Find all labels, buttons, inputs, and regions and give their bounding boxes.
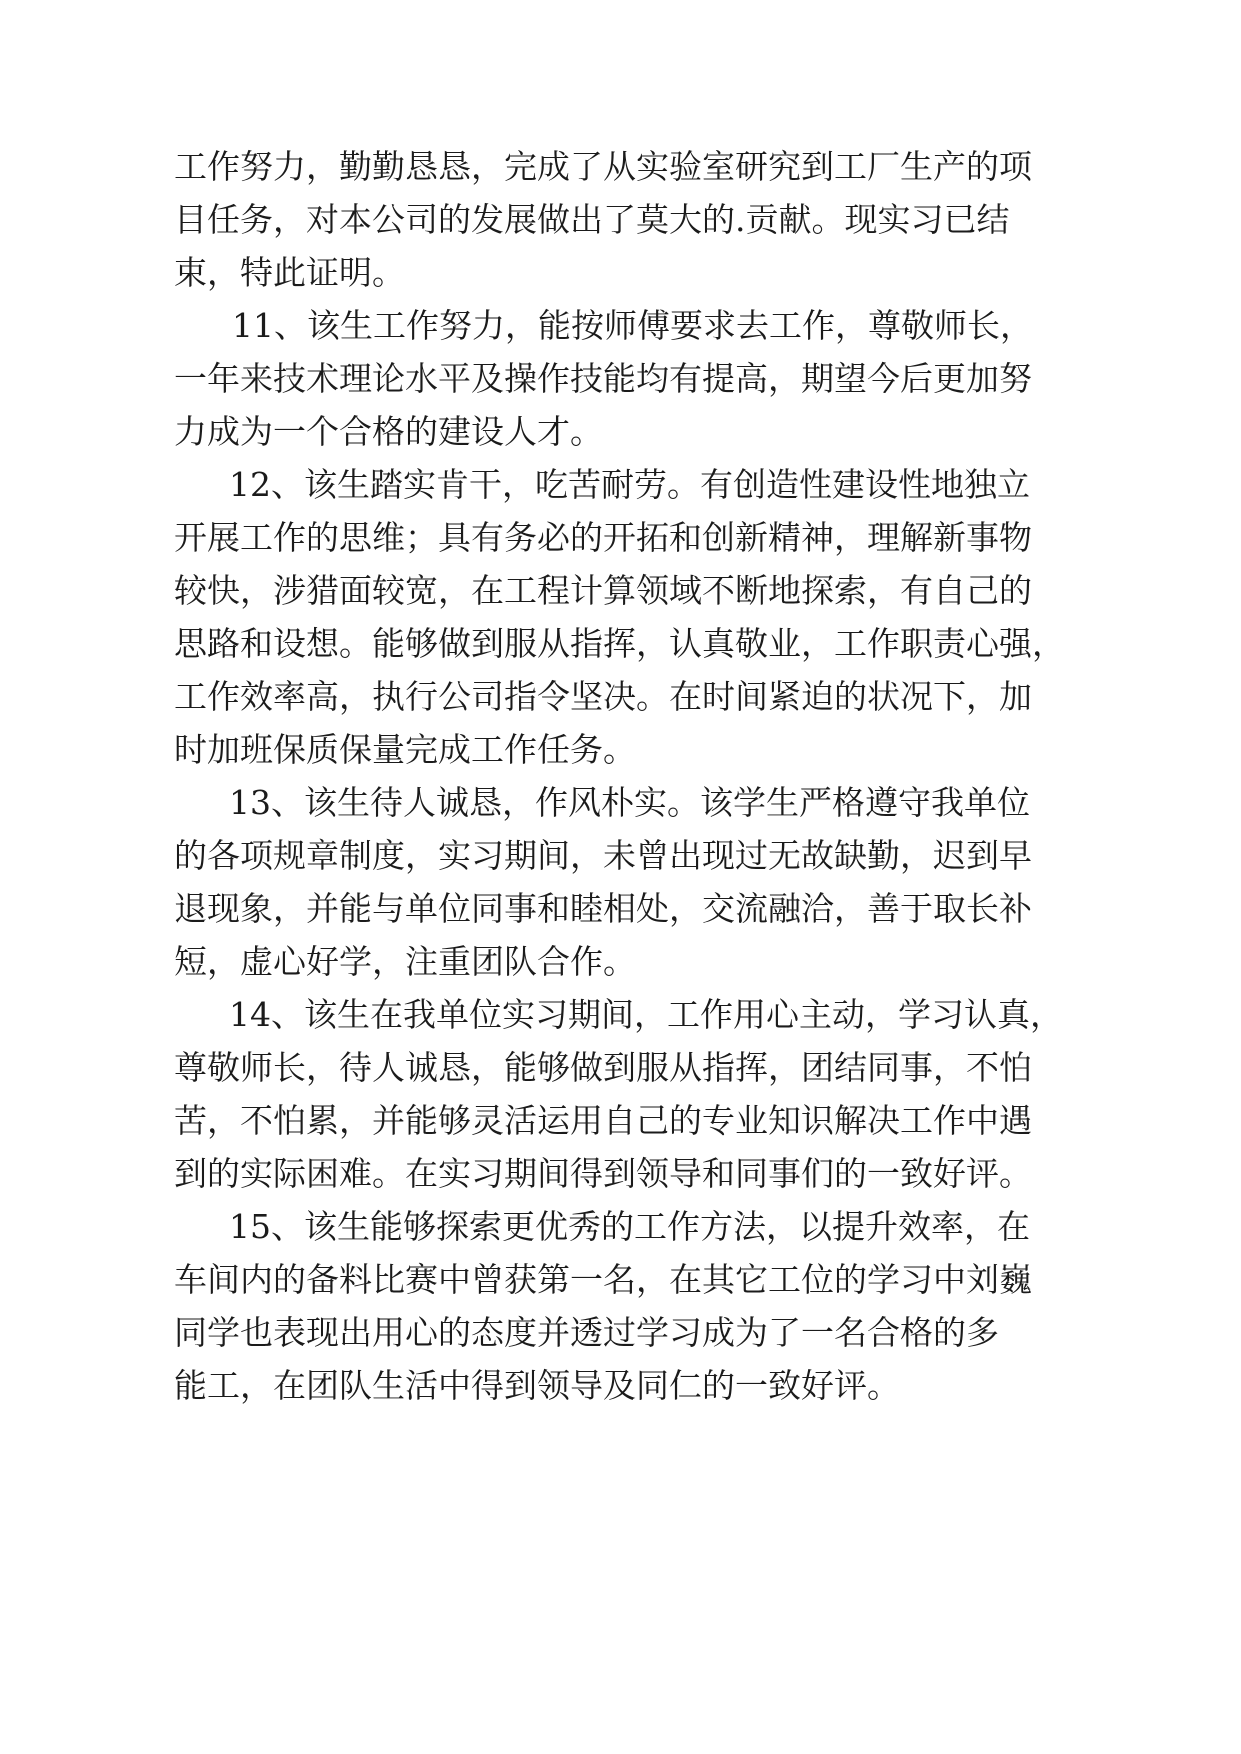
text-line: 较快，涉猎面较宽，在工程计算领域不断地探索，有自己的 — [174, 571, 1032, 610]
text-line: 苦，不怕累，并能够灵活运用自己的专业知识解决工作中遇 — [174, 1101, 1032, 1140]
text-line: 同学也表现出用心的态度并透过学习成为了一名合格的多 — [174, 1313, 999, 1352]
text-line: 束，特此证明。 — [174, 253, 405, 292]
text-line: 11、该生工作努力，能按师傅要求去工作，尊敬师长， — [232, 306, 1033, 345]
text-line: 短，虚心好学，注重团队合作。 — [174, 942, 636, 981]
text-line: 的各项规章制度，实习期间，未曾出现过无故缺勤，迟到早 — [174, 836, 1032, 875]
text-line: 14、该生在我单位实习期间，工作用心主动，学习认真， — [229, 995, 1063, 1034]
text-line: 目任务，对本公司的发展做出了莫大的.贡献。现实习已结 — [174, 200, 1010, 239]
text-line: 思路和设想。能够做到服从指挥，认真敬业，工作职责心强， — [174, 624, 1065, 663]
text-line: 能工，在团队生活中得到领导及同仁的一致好评。 — [174, 1366, 900, 1405]
text-line: 工作效率高，执行公司指令坚决。在时间紧迫的状况下，加 — [174, 677, 1032, 716]
text-line: 13、该生待人诚恳，作风朴实。该学生严格遵守我单位 — [229, 783, 1030, 822]
text-line: 开展工作的思维；具有务必的开拓和创新精神，理解新事物 — [174, 518, 1032, 557]
text-line: 时加班保质保量完成工作任务。 — [174, 730, 636, 769]
text-line: 工作努力，勤勤恳恳，完成了从实验室研究到工厂生产的项 — [174, 147, 1032, 186]
text-line: 15、该生能够探索更优秀的工作方法，以提升效率，在 — [229, 1207, 1030, 1246]
text-line: 车间内的备料比赛中曾获第一名，在其它工位的学习中刘巍 — [174, 1260, 1032, 1299]
text-line: 到的实际困难。在实习期间得到领导和同事们的一致好评。 — [174, 1154, 1032, 1193]
text-line: 退现象，并能与单位同事和睦相处，交流融洽，善于取长补 — [174, 889, 1032, 928]
text-line: 尊敬师长，待人诚恳，能够做到服从指挥，团结同事，不怕 — [174, 1048, 1032, 1087]
text-line: 12、该生踏实肯干，吃苦耐劳。有创造性建设性地独立 — [229, 465, 1030, 504]
text-line: 一年来技术理论水平及操作技能均有提高，期望今后更加努 — [174, 359, 1032, 398]
text-line: 力成为一个合格的建设人才。 — [174, 412, 603, 451]
